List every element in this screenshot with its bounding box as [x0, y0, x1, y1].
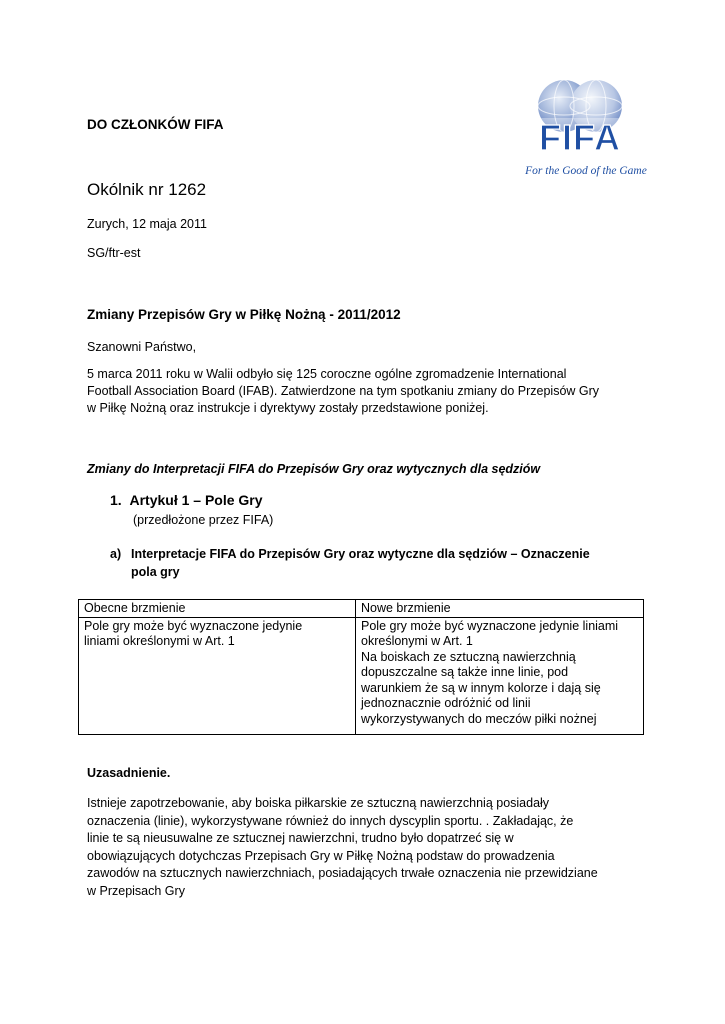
justification-line: zawodów na sztucznych nawierzchniach, posiadających trwałe oznaczenia nie przewidziane	[87, 866, 598, 880]
article-heading	[110, 492, 263, 508]
justification-line: obowiązujących dotychczas Przepisach Gry w Piłkę Nożną podstaw do prowadzenia	[87, 848, 555, 863]
table-row	[79, 617, 644, 735]
intro-line: w Piłkę Nożną oraz instrukcje i dyrektywy zostały przedstawione poniżej.	[87, 401, 489, 415]
cell-line: liniami określonymi w Art. 1	[84, 634, 235, 648]
fifa-logo	[516, 78, 658, 184]
justification-line: w Przepisach Gry	[87, 883, 185, 898]
table-header-row	[79, 600, 644, 618]
cell-line: określonymi w Art. 1	[361, 634, 473, 648]
current-text-cell	[79, 617, 356, 735]
cell-line: dopuszczalne są także inne linie, pod	[361, 665, 569, 679]
article-title: Artykuł 1 – Pole Gry	[129, 492, 263, 508]
justification-line: oznaczenia (linie), wykorzystywane również do innych dyscyplin sportu. . Zakładając, że	[87, 813, 574, 828]
cell-line: Na boiskach ze sztuczną nawierzchnią	[361, 649, 576, 664]
subsection-heading	[110, 545, 650, 581]
subsection-label: a)	[110, 547, 122, 561]
subsection-title-line: pola gry	[131, 565, 180, 579]
svg-text:FIFA: FIFA	[539, 117, 621, 158]
section-heading: Zmiany do Interpretacji FIFA do Przepisów Gry oraz wytycznych dla sędziów	[87, 462, 541, 476]
subject-heading: Zmiany Przepisów Gry w Piłkę Nożną - 2011/2012	[87, 307, 401, 322]
comparison-table	[78, 599, 644, 735]
place-date: Zurych, 12 maja 2011	[87, 217, 207, 231]
justification-line: Istnieje zapotrzebowanie, aby boiska piłkarskie ze sztuczną nawierzchnią posiadały	[87, 796, 550, 810]
svg-text:For the Good of the Game: For the Good of the Game	[525, 165, 647, 177]
cell-line: warunkiem że są w innym kolorze i dają się	[361, 680, 601, 695]
greeting: Szanowni Państwo,	[87, 340, 197, 354]
cell-line: wykorzystywanych do meczów piłki nożnej	[361, 711, 597, 726]
subsection-title-line: Interpretacje FIFA do Przepisów Gry oraz wytyczne dla sędziów – Oznaczenie	[131, 547, 590, 561]
col-new-header: Nowe brzmienie	[356, 600, 644, 618]
cell-line: jednoznacznie odróżnić od linii	[361, 696, 531, 710]
cell-line: Pole gry może być wyznaczone jedynie	[84, 618, 303, 633]
reference-code: SG/ftr-est	[87, 246, 141, 260]
article-submitter: (przedłożone przez FIFA)	[133, 513, 274, 527]
new-text-cell	[356, 617, 644, 735]
justification-paragraph	[87, 795, 647, 900]
recipient-heading: DO CZŁONKÓW FIFA	[87, 117, 224, 132]
intro-line: 5 marca 2011 roku w Walii odbyło się 125 coroczne ogólne zgromadzenie International	[87, 367, 567, 381]
intro-paragraph	[87, 366, 647, 417]
cell-line: Pole gry może być wyznaczone jedynie liniami	[361, 618, 619, 633]
intro-line: Football Association Board (IFAB). Zatwierdzone na tym spotkaniu zmiany do Przepisów Gry	[87, 384, 600, 398]
article-number: 1.	[110, 492, 122, 508]
justification-heading: Uzasadnienie.	[87, 766, 171, 780]
justification-line: linie te są nieusuwalne ze sztucznej nawierzchni, trudno było dopatrzeć się w	[87, 831, 514, 845]
fifa-globe-icon	[516, 78, 658, 184]
circular-number: Okólnik nr 1262	[87, 180, 207, 199]
col-current-header: Obecne brzmienie	[79, 600, 356, 618]
